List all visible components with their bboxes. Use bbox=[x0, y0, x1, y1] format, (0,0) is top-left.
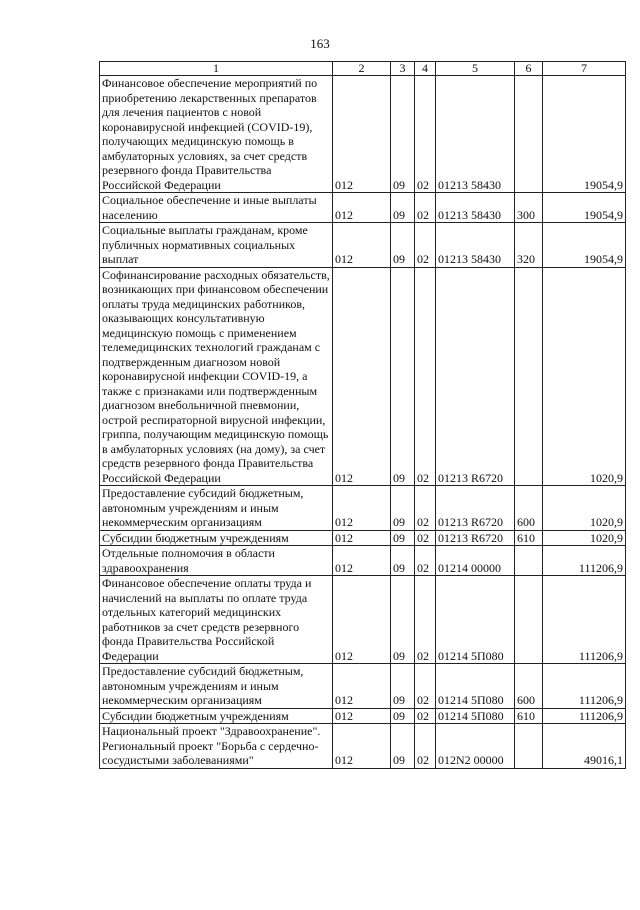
admin-code-cell: 012 bbox=[333, 724, 391, 769]
amount-cell: 19054,9 bbox=[543, 76, 626, 193]
expense-type-cell: 600 bbox=[515, 664, 543, 709]
table-row bbox=[100, 223, 626, 268]
row-name-cell: Предоставление субсидий бюджетным, автономным учреждениям и иным некоммерческим организациям bbox=[100, 486, 333, 531]
amount-cell: 111206,9 bbox=[543, 708, 626, 724]
amount-cell: 1020,9 bbox=[543, 267, 626, 486]
target-article-cell: 01214 5П080 bbox=[436, 664, 515, 709]
section-cell: 09 bbox=[391, 193, 415, 223]
subsection-cell: 02 bbox=[415, 724, 436, 769]
target-article-cell: 01214 5П080 bbox=[436, 576, 515, 664]
subsection-cell: 02 bbox=[415, 267, 436, 486]
section-cell: 09 bbox=[391, 486, 415, 531]
row-name-cell: Субсидии бюджетным учреждениям bbox=[100, 530, 333, 546]
subsection-cell: 02 bbox=[415, 664, 436, 709]
expense-type-cell: 610 bbox=[515, 530, 543, 546]
table-row bbox=[100, 267, 626, 486]
target-article-cell: 01213 58430 bbox=[436, 76, 515, 193]
subsection-cell: 02 bbox=[415, 223, 436, 268]
subsection-cell: 02 bbox=[415, 708, 436, 724]
row-name-cell: Предоставление субсидий бюджетным, автономным учреждениям и иным некоммерческим организациям bbox=[100, 664, 333, 709]
target-article-cell: 01213 R6720 bbox=[436, 486, 515, 531]
target-article-cell: 01213 58430 bbox=[436, 193, 515, 223]
admin-code-cell: 012 bbox=[333, 486, 391, 531]
subsection-cell: 02 bbox=[415, 193, 436, 223]
expense-type-cell bbox=[515, 576, 543, 664]
expense-type-cell bbox=[515, 76, 543, 193]
expense-type-cell: 610 bbox=[515, 708, 543, 724]
header-cell: 2 bbox=[333, 62, 391, 76]
expense-type-cell bbox=[515, 546, 543, 576]
target-article-cell: 01213 R6720 bbox=[436, 530, 515, 546]
amount-cell: 19054,9 bbox=[543, 193, 626, 223]
table-row bbox=[100, 576, 626, 664]
target-article-cell: 01213 58430 bbox=[436, 223, 515, 268]
table-row bbox=[100, 664, 626, 709]
target-article-cell: 012N2 00000 bbox=[436, 724, 515, 769]
row-name-cell: Отдельные полномочия в области здравоохранения bbox=[100, 546, 333, 576]
subsection-cell: 02 bbox=[415, 576, 436, 664]
admin-code-cell: 012 bbox=[333, 708, 391, 724]
table-row bbox=[100, 546, 626, 576]
target-article-cell: 01213 R6720 bbox=[436, 267, 515, 486]
table-row bbox=[100, 708, 626, 724]
header-cell: 4 bbox=[415, 62, 436, 76]
header-cell: 1 bbox=[100, 62, 333, 76]
admin-code-cell: 012 bbox=[333, 267, 391, 486]
amount-cell: 111206,9 bbox=[543, 576, 626, 664]
row-name-cell: Финансовое обеспечение мероприятий по приобретению лекарственных препаратов для лечения пациентов с новой коронавирусной инфекцией (COVID-19), получающих медицинскую помощь в амбулаторных условиях, за счет средств резервного фонда Правительства Российской Федерации bbox=[100, 76, 333, 193]
subsection-cell: 02 bbox=[415, 546, 436, 576]
amount-cell: 1020,9 bbox=[543, 530, 626, 546]
expense-type-cell bbox=[515, 724, 543, 769]
admin-code-cell: 012 bbox=[333, 576, 391, 664]
row-name-cell: Софинансирование расходных обязательств, возникающих при финансовом обеспечении оплаты труда медицинских работников, оказывающих консультативную медицинскую помощь с применением телемедицинских технологий гражданам с подтвержденным диагнозом новой коронавирусной инфекции COVID-19, а также с признаками или подтвержденным диагнозом внебольничной пневмонии, острой респираторной вирусной инфекции, гриппа, получающим медицинскую помощь в амбулаторных условиях (на дому), за счет средств резервного фонда Правительства Российской Федерации bbox=[100, 267, 333, 486]
row-name-cell: Субсидии бюджетным учреждениям bbox=[100, 708, 333, 724]
table-header-row bbox=[100, 62, 626, 76]
amount-cell: 111206,9 bbox=[543, 546, 626, 576]
section-cell: 09 bbox=[391, 724, 415, 769]
table-row bbox=[100, 530, 626, 546]
expense-type-cell bbox=[515, 267, 543, 486]
header-cell: 5 bbox=[436, 62, 515, 76]
row-name-cell: Финансовое обеспечение оплаты труда и начислений на выплаты по оплате труда отдельных категорий медицинских работников за счет средств резервного фонда Правительства Российской Федерации bbox=[100, 576, 333, 664]
admin-code-cell: 012 bbox=[333, 193, 391, 223]
header-cell: 7 bbox=[543, 62, 626, 76]
row-name-cell: Социальное обеспечение и иные выплаты населению bbox=[100, 193, 333, 223]
table-row bbox=[100, 76, 626, 193]
header-cell: 3 bbox=[391, 62, 415, 76]
section-cell: 09 bbox=[391, 708, 415, 724]
section-cell: 09 bbox=[391, 267, 415, 486]
admin-code-cell: 012 bbox=[333, 546, 391, 576]
row-name-cell: Национальный проект "Здравоохранение". Региональный проект "Борьба с сердечно-сосудистыми заболеваниями" bbox=[100, 724, 333, 769]
row-name-cell: Социальные выплаты гражданам, кроме публичных нормативных социальных выплат bbox=[100, 223, 333, 268]
admin-code-cell: 012 bbox=[333, 76, 391, 193]
target-article-cell: 01214 5П080 bbox=[436, 708, 515, 724]
amount-cell: 111206,9 bbox=[543, 664, 626, 709]
section-cell: 09 bbox=[391, 576, 415, 664]
table-row bbox=[100, 193, 626, 223]
section-cell: 09 bbox=[391, 546, 415, 576]
header-cell: 6 bbox=[515, 62, 543, 76]
budget-table bbox=[99, 61, 626, 769]
subsection-cell: 02 bbox=[415, 486, 436, 531]
expense-type-cell: 300 bbox=[515, 193, 543, 223]
section-cell: 09 bbox=[391, 530, 415, 546]
admin-code-cell: 012 bbox=[333, 530, 391, 546]
target-article-cell: 01214 00000 bbox=[436, 546, 515, 576]
subsection-cell: 02 bbox=[415, 530, 436, 546]
page-number: 163 bbox=[310, 36, 330, 51]
section-cell: 09 bbox=[391, 664, 415, 709]
table-row bbox=[100, 486, 626, 531]
subsection-cell: 02 bbox=[415, 76, 436, 193]
admin-code-cell: 012 bbox=[333, 223, 391, 268]
table-row bbox=[100, 724, 626, 769]
section-cell: 09 bbox=[391, 76, 415, 193]
admin-code-cell: 012 bbox=[333, 664, 391, 709]
amount-cell: 1020,9 bbox=[543, 486, 626, 531]
amount-cell: 49016,1 bbox=[543, 724, 626, 769]
amount-cell: 19054,9 bbox=[543, 223, 626, 268]
expense-type-cell: 320 bbox=[515, 223, 543, 268]
section-cell: 09 bbox=[391, 223, 415, 268]
expense-type-cell: 600 bbox=[515, 486, 543, 531]
